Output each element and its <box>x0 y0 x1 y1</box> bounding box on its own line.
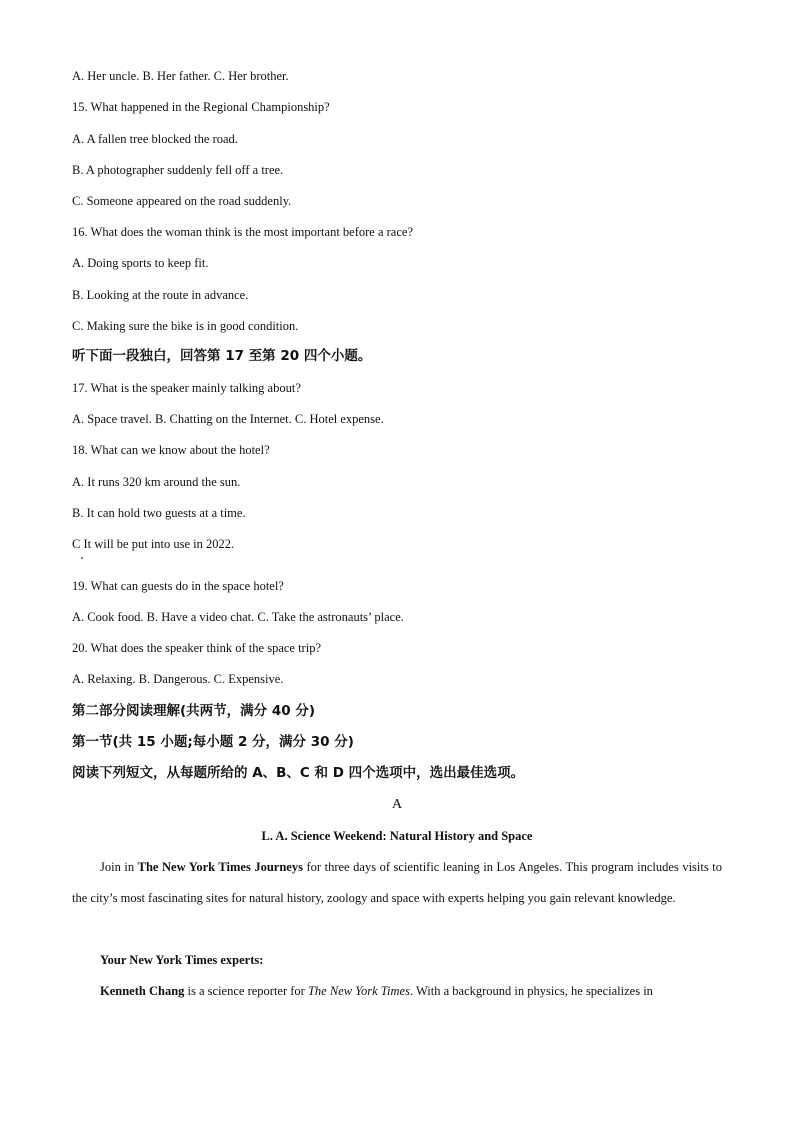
reading-instruction: 阅读下列短文，从每题所给的 A、B、C 和 D 四个选项中，选出最佳选项。 <box>72 765 525 781</box>
question-19: 19. What can guests do in the space hotel? <box>72 579 284 593</box>
part-two-heading: 第二部分阅读理解(共两节，满分 40 分) <box>72 703 316 719</box>
q16-option-a: A. Doing sports to keep fit. <box>72 256 209 270</box>
para2-body: . With a background in physics, he specializes in <box>409 984 653 998</box>
passage-letter: A <box>391 797 403 812</box>
q16-option-b: B. Looking at the route in advance. <box>72 288 249 302</box>
para1-lead: Join in <box>100 860 138 874</box>
q18-option-b: B. It can hold two guests at a time. <box>72 506 246 520</box>
article-paragraph-2 <box>72 976 722 1007</box>
q14-options: A. Her uncle. B. Her father. C. Her brother. <box>72 69 289 83</box>
q18-option-a: A. It runs 320 km around the sun. <box>72 475 241 489</box>
para2-mid: is a science reporter for <box>184 984 308 998</box>
q15-option-c: C. Someone appeared on the road suddenly. <box>72 194 292 208</box>
expert-name: Kenneth Chang <box>100 984 185 998</box>
para1-body: for three days of scientific leaning in Los Angeles. This program includes visits to the city’s most fascinating sites for natural history, zoology and space with experts helping you gain relevant knowledge. <box>72 860 722 905</box>
q17-options: A. Space travel. B. Chatting on the Internet. C. Hotel expense. <box>72 412 384 426</box>
article-paragraph-1 <box>72 852 722 914</box>
q16-option-c: C. Making sure the bike is in good condition. <box>72 319 299 333</box>
monologue-instruction: 听下面一段独白，回答第 17 至第 20 四个小题。 <box>72 348 372 364</box>
question-18: 18. What can we know about the hotel? <box>72 443 270 457</box>
q15-option-b: B. A photographer suddenly fell off a tree. <box>72 163 284 177</box>
article-title: L. A. Science Weekend: Natural History and Space <box>261 829 533 843</box>
question-16: 16. What does the woman think is the most important before a race? <box>72 225 413 239</box>
section-one-heading: 第一节(共 15 小题;每小题 2 分，满分 30 分) <box>72 734 354 750</box>
q19-options: A. Cook food. B. Have a video chat. C. Take the astronauts’ place. <box>72 610 404 624</box>
newspaper-name: The New York Times <box>307 984 410 998</box>
question-20: 20. What does the speaker think of the space trip? <box>72 641 321 655</box>
experts-heading: Your New York Times experts: <box>100 953 264 967</box>
q20-options: A. Relaxing. B. Dangerous. C. Expensive. <box>72 672 284 686</box>
q18-option-c: C It will be put into use in 2022. <box>72 537 235 551</box>
stray-dot <box>81 557 83 559</box>
q15-option-a: A. A fallen tree blocked the road. <box>72 132 238 146</box>
journeys-name: The New York Times Journeys <box>137 860 303 874</box>
question-15: 15. What happened in the Regional Championship? <box>72 100 330 114</box>
question-17: 17. What is the speaker mainly talking about? <box>72 381 301 395</box>
